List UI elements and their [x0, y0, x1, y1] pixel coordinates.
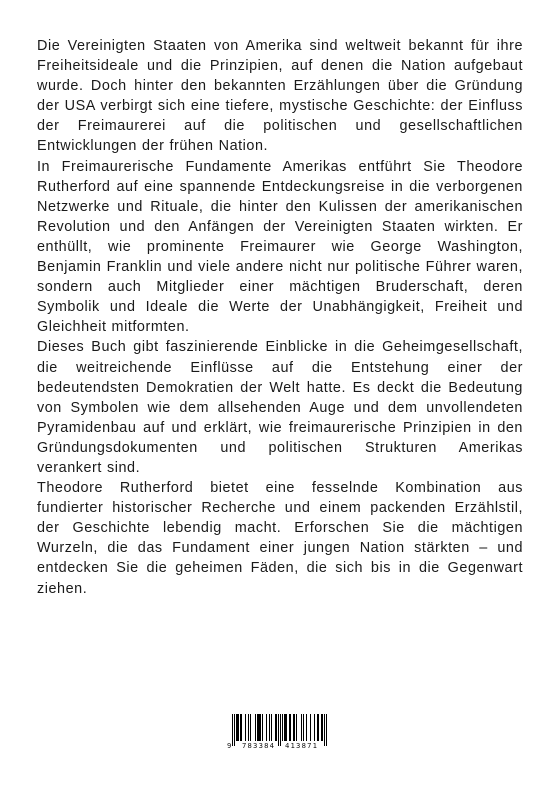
barcode-bar [260, 714, 261, 741]
barcode-lead-digit: 9 [227, 741, 232, 750]
barcode-bar [262, 714, 263, 741]
barcode-bar [318, 714, 319, 741]
barcode-bar [245, 714, 246, 741]
barcode-bar [259, 714, 260, 741]
back-cover-text [37, 36, 523, 599]
barcode-number [225, 741, 333, 753]
barcode-right-group: 413871 [285, 741, 319, 750]
barcode-bar [303, 714, 304, 741]
paragraph-closing: Theodore Rutherford bietet eine fesselnde Kombination aus fundierter historischer Recherche und einem packenden Erzählstil, der Geschichte lebendig macht. Erforschen Sie die mächtigen Wurzeln, die das Fundament einer jungen Nation stärkten – und entdecken Sie die geheimen Fäden, die sich bis in die Gegenwart ziehen. [37, 480, 523, 597]
barcode-bar [294, 714, 295, 741]
barcode-left-group: 783384 [242, 741, 276, 750]
paragraph-intro: Die Vereinigten Staaten von Amerika sind weltweit bekannt für ihre Freiheitsideale und die Prinzipien, auf denen die Nation aufgebaut wurde. Doch hinter den bekannten Erzählungen über die Gründung der USA verbirgt sich eine tiefere, mystische Geschichte: der Einfluss der Freimaurerei auf die politischen und gesellschaftlichen Entwicklungen der frühen Nation. [37, 38, 523, 155]
barcode-bar [255, 714, 256, 741]
barcode-bar [306, 714, 307, 741]
barcode-bar [285, 714, 286, 741]
barcode-bar [258, 714, 259, 741]
barcode-bar [322, 714, 323, 741]
barcode-bar [310, 714, 311, 741]
isbn-barcode [225, 710, 333, 756]
barcode-bar [321, 714, 322, 741]
barcode-bar [286, 714, 287, 741]
barcode-bar [240, 714, 241, 741]
barcode-bar [282, 714, 283, 741]
barcode-bar [276, 714, 277, 741]
barcode-bar [241, 714, 242, 741]
barcode-bar [237, 714, 238, 741]
barcode-bar [317, 714, 318, 741]
barcode-bar [290, 714, 291, 741]
barcode-bar [293, 714, 294, 741]
barcode-bar [238, 714, 239, 741]
barcode-bar [269, 714, 270, 741]
barcode-bar [296, 714, 297, 741]
paragraph-author-journey: In Freimaurerische Fundamente Amerikas entführt Sie Theodore Rutherford auf eine spannende Entdeckungsreise in die verborgenen Netzwerke und Rituale, die hinter den Kulissen der amerikanischen Revolution und den Anfängen der Vereinigten Staaten wirkten. Er enthüllt, wie prominente Freimaurer wie George Washington, Benjamin Franklin und viele andere nicht nur politische Führer waren, sondern auch Mitglieder einer mächtigen Bruderschaft, deren Symbolik und Ideale die Werte der Unabhängigkeit, Freiheit und Gleichheit mitformten. [37, 158, 523, 336]
barcode-bar [275, 714, 276, 741]
barcode-bar [266, 714, 267, 741]
barcode-bar [236, 714, 237, 741]
barcode-bar [314, 714, 315, 741]
barcode-bar [257, 714, 258, 741]
barcode-bar [301, 714, 302, 741]
barcode-bar [250, 714, 251, 741]
paragraph-insights: Dieses Buch gibt faszinierende Einblicke in die Geheimgesellschaft, die weitreichende Einflüsse auf die Entstehung einer der bedeutendsten Demokratien der Welt hatte. Es deckt die Bedeutung von Symbolen wie dem allsehenden Auge und dem unvollendeten Pyramidenbau auf und erklärt, wie freimaurerische Prinzipien in den Gründungsdokumenten und politischen Strukturen Amerikas verankert sind. [37, 339, 523, 476]
barcode-bar [284, 714, 285, 741]
barcode-bar [271, 714, 272, 741]
barcode-bar [248, 714, 249, 741]
barcode-bar [289, 714, 290, 741]
